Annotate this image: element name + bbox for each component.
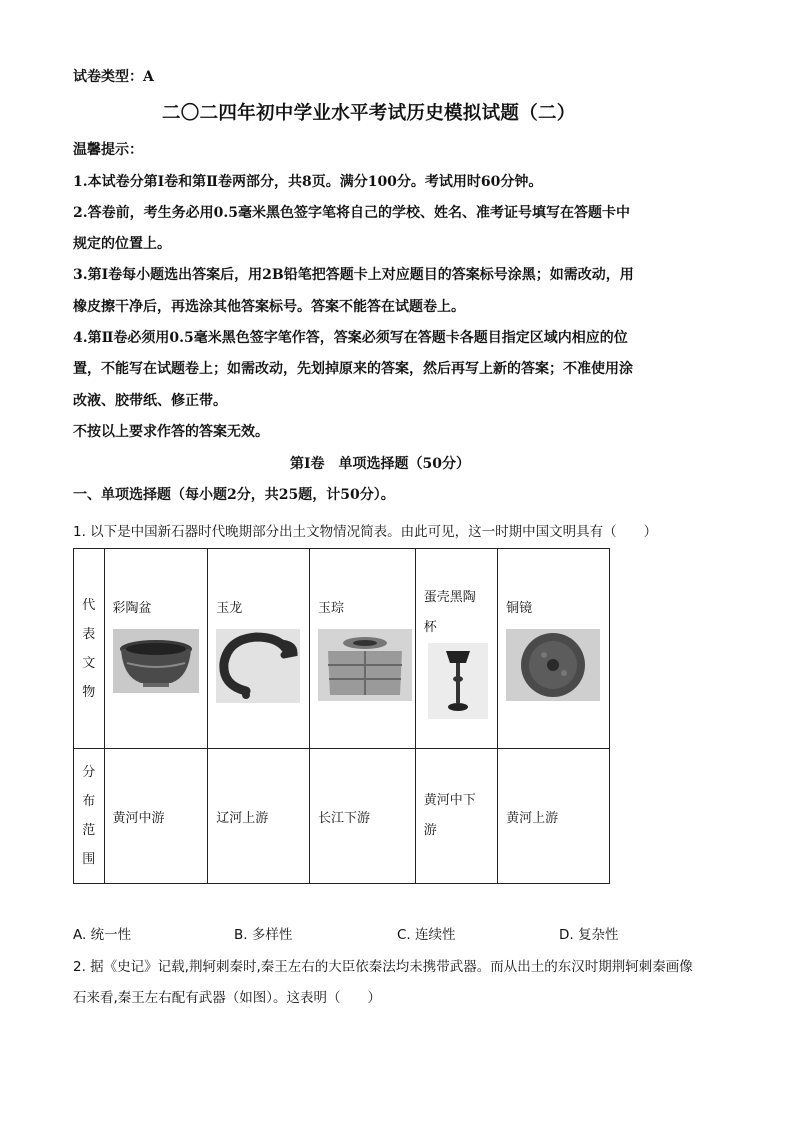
- paper-type: 试卷类型：A: [73, 69, 154, 85]
- tip-line: 规定的位置上。: [73, 236, 171, 252]
- jade-dragon-icon: [216, 629, 300, 703]
- artifact-cell: [415, 549, 497, 749]
- bronze-mirror-icon: [506, 629, 600, 701]
- row-label-regions: 分 布 范 围: [74, 749, 105, 884]
- part-heading: 一、单项选择题（每小题2分，共25题，计50分）。: [73, 487, 395, 503]
- artifact-name: 玉琮: [317, 601, 344, 616]
- artifact-cell: [208, 549, 310, 749]
- tip-line: 橡皮擦干净后，再选涂其他答案标号。答案不能答在试题卷上。: [73, 299, 465, 315]
- page-title: 二〇二四年初中学业水平考试历史模拟试题（二）: [162, 103, 576, 124]
- table-row-regions: [74, 749, 610, 884]
- region-cell: 黄河上游: [498, 749, 610, 884]
- tip-line: 4.第Ⅱ卷必须用0.5毫米黑色签字笔作答，答案必须写在答题卡各题目指定区域内相应的位: [73, 330, 628, 346]
- option-a[interactable]: A. 统一性: [73, 927, 132, 943]
- table-row-artifacts: [74, 549, 610, 749]
- artifact-name: 彩陶盆: [112, 601, 152, 616]
- artifact-name: 蛋壳黑陶 杯: [423, 590, 476, 635]
- tip-line: 1.本试卷分第Ⅰ卷和第Ⅱ卷两部分，共8页。满分100分。考试用时60分钟。: [73, 174, 543, 190]
- row-label-artifacts: 代 表 文 物: [74, 549, 105, 749]
- option-b[interactable]: B. 多样性: [234, 927, 293, 943]
- jade-cong-icon: [318, 629, 412, 701]
- artifact-cell: [104, 549, 208, 749]
- region-cell: 辽河上游: [208, 749, 310, 884]
- artifact-cell: [309, 549, 415, 749]
- question-2-line: 石来看,秦王左右配有武器（如图）。这表明（ ）: [73, 990, 382, 1006]
- tip-line: 改液、胶带纸、修正带。: [73, 393, 227, 409]
- artifact-name: 玉龙: [216, 601, 243, 616]
- option-d[interactable]: D. 复杂性: [559, 927, 619, 943]
- tip-line: 3.第Ⅰ卷每小题选出答案后，用2B铅笔把答题卡上对应题目的答案标号涂黑；如需改动，用: [73, 267, 634, 283]
- question-2-line: 2. 据《史记》记载,荆轲刺秦时,秦王左右的大臣依秦法均未携带武器。而从出土的东汉时期荆轲刺秦画像: [73, 959, 693, 975]
- region-cell: 长江下游: [309, 749, 415, 884]
- artifact-name: 铜镜: [506, 601, 533, 616]
- section-title: 第Ⅰ卷 单项选择题（50分）: [290, 456, 471, 472]
- tips-heading: 温馨提示：: [73, 142, 143, 158]
- tip-line: 不按以上要求作答的答案无效。: [73, 424, 269, 440]
- question-1-stem: 1. 以下是中国新石器时代晚期部分出土文物情况简表。由此可见，这一时期中国文明具有（ ）: [73, 524, 658, 540]
- artifact-table: [73, 548, 610, 884]
- tip-line: 置，不能写在试题卷上；如需改动，先划掉原来的答案，然后再写上新的答案；不准使用涂: [73, 361, 633, 377]
- painted-pottery-basin-icon: [113, 629, 199, 693]
- tip-line: 2.答卷前，考生务必用0.5毫米黑色签字笔将自己的学校、姓名、准考证号填写在答题卡中: [73, 205, 630, 221]
- artifact-cell: [498, 549, 610, 749]
- region-cell: 黄河中下 游: [415, 749, 497, 884]
- option-c[interactable]: C. 连续性: [397, 927, 456, 943]
- eggshell-black-pottery-cup-icon: [428, 643, 488, 719]
- region-cell: 黄河中游: [104, 749, 208, 884]
